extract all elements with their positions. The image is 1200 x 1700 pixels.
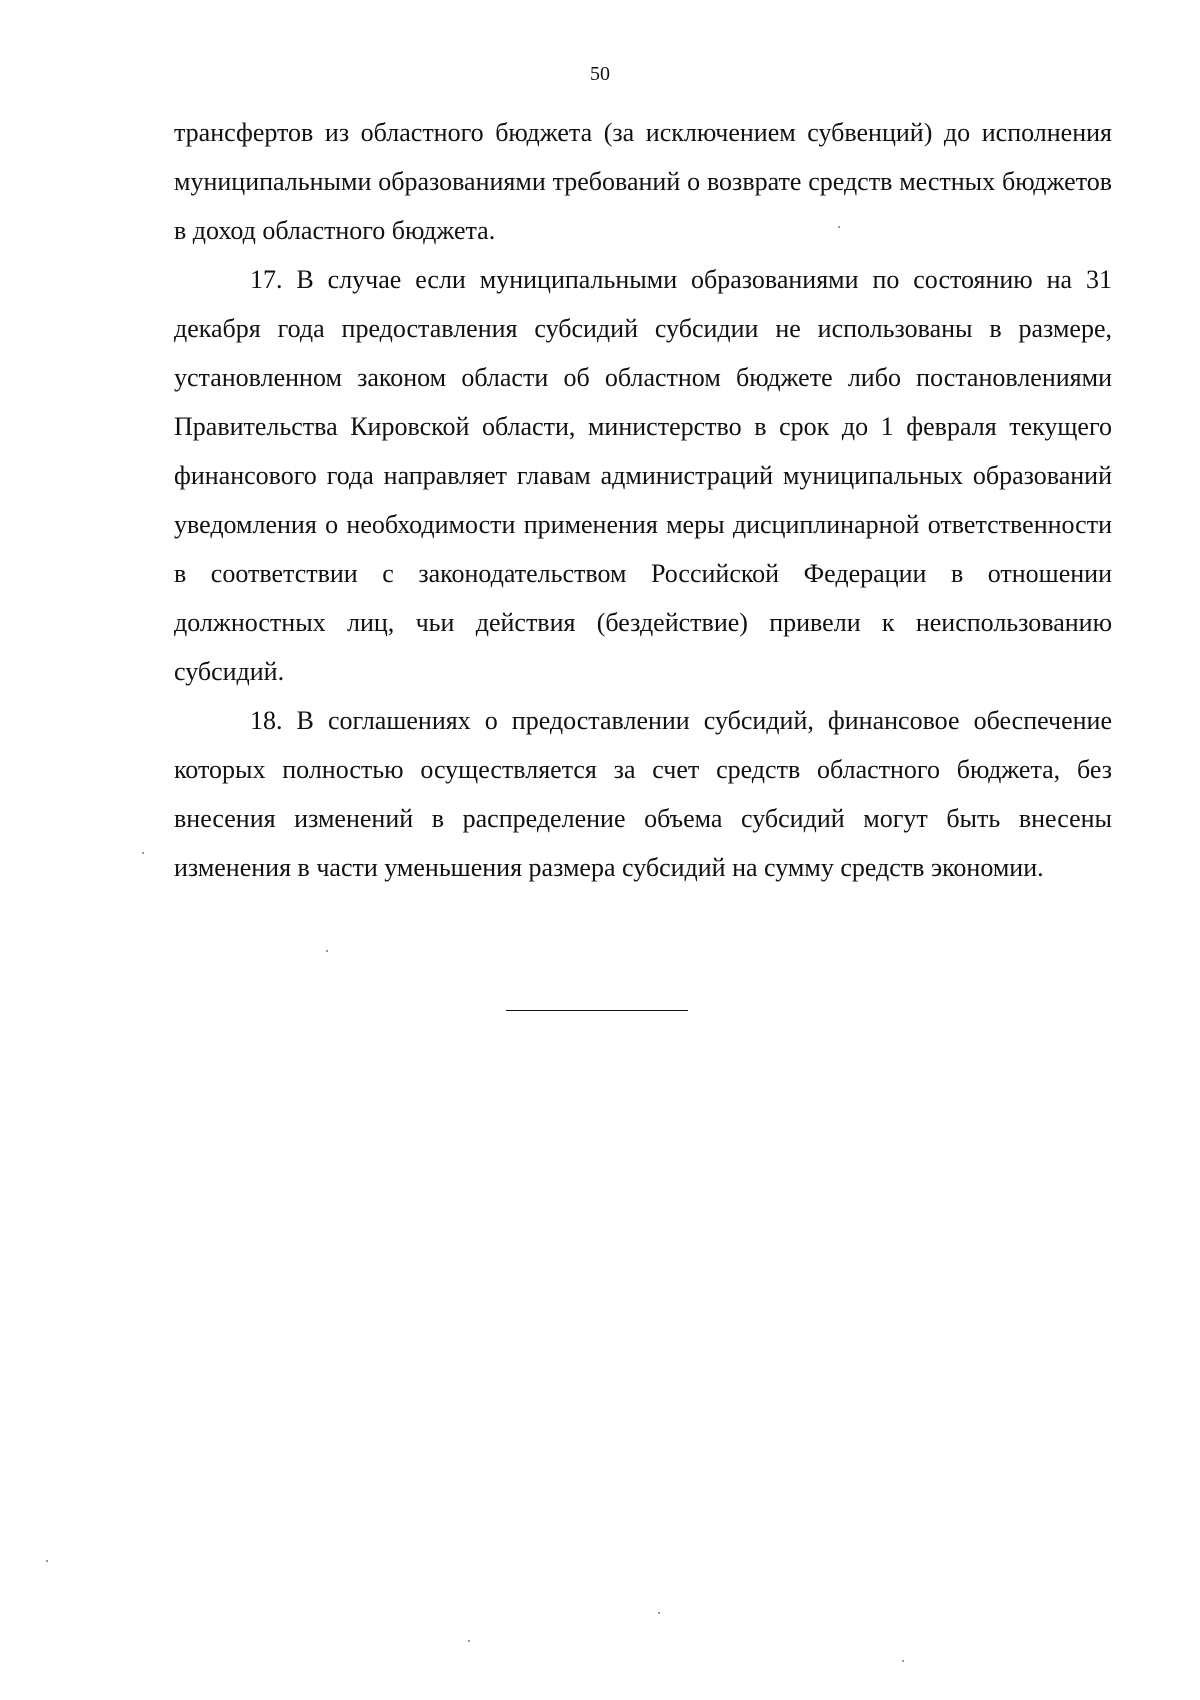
scan-speck	[658, 1612, 660, 1614]
document-body	[174, 108, 1112, 892]
paragraph-item-18: 18. В соглашениях о предоставлении субсидий, финансовое обеспечение которых полностью осуществляется за счет средств областного бюджета, без внесения изменений в распределение объема субсидий могут быть внесены изменения в части уменьшения размера субсидий на сумму средств экономии.	[174, 706, 1112, 882]
end-of-text-rule	[506, 1010, 688, 1011]
paragraph-item-17: 17. В случае если муниципальными образованиями по состоянию на 31 декабря года предоставления субсидий субсидии не использованы в размере, установленном законом области об областном бюджете либо постановлениями Правительства Кировской области, министерство в срок до 1 февраля текущего финансового года направляет главам администраций муниципальных образований уведомления о необходимости применения меры дисциплинарной ответственности в соответствии с законодательством Российской Федерации в отношении должностных лиц, чьи действия (бездействие) привели к неиспользованию субсидий.	[174, 265, 1112, 686]
scan-speck	[468, 1640, 470, 1642]
scan-speck	[142, 852, 144, 854]
paragraph-continuation: трансфертов из областного бюджета (за исключением субвенций) до исполнения муниципальными образованиями требований о возврате средств местных бюджетов в доход областного бюджета.	[174, 118, 1112, 245]
scan-speck	[902, 1660, 904, 1662]
scan-speck	[838, 226, 840, 228]
scan-speck	[46, 1560, 48, 1562]
page-number: 50	[590, 63, 610, 85]
scan-speck	[326, 950, 328, 952]
